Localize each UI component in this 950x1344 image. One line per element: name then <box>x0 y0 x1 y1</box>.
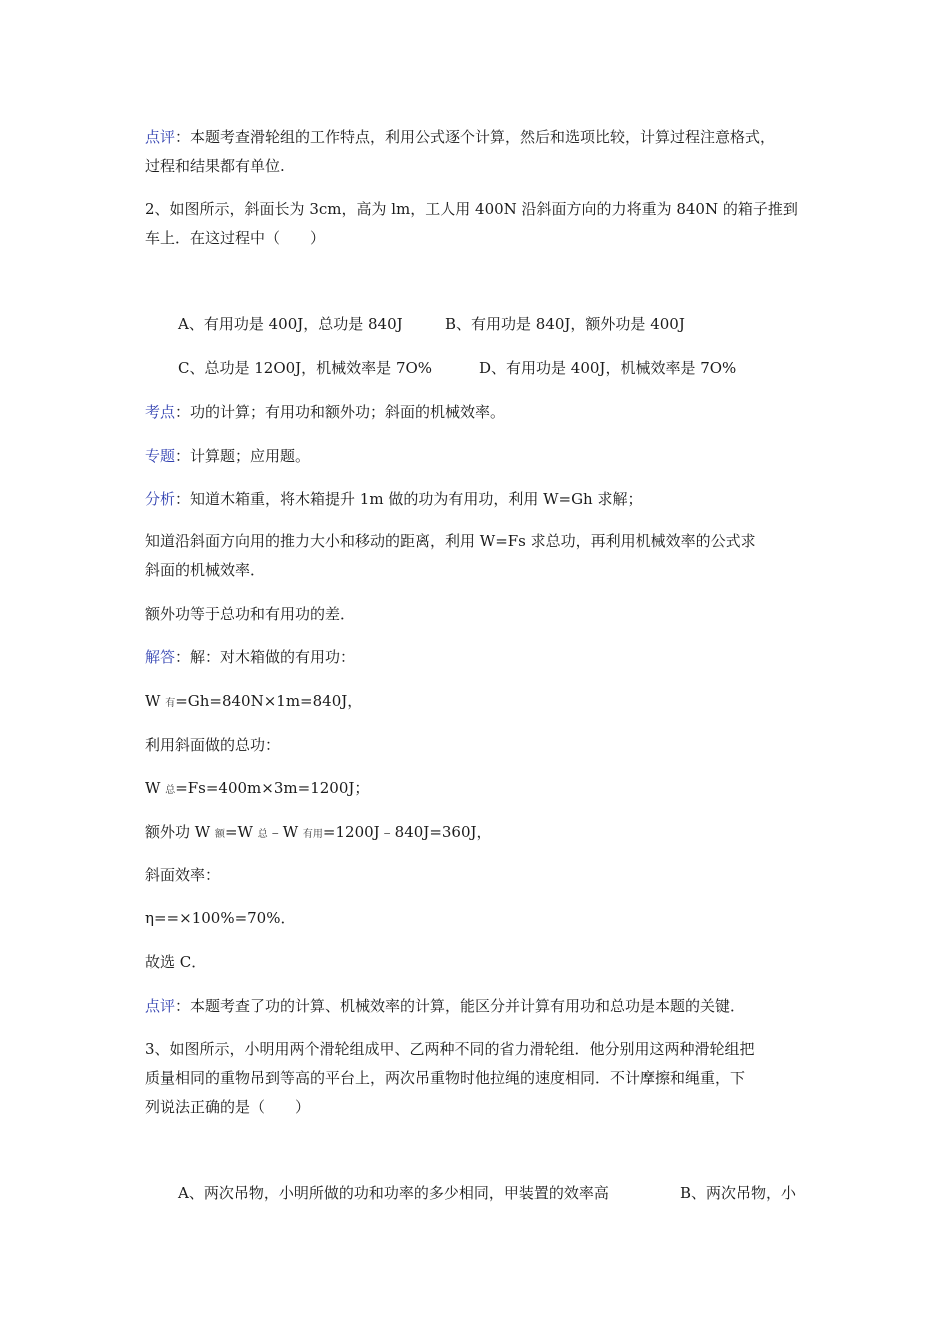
q2-stem-line1: 2、如图所示，斜面长为 3cm，高为 lm，工人用 400N 沿斜面方向的力将重为 840N 的箱子推到 <box>145 200 798 218</box>
fenxi-label: 分析 <box>145 490 176 508</box>
jieda-line <box>145 646 355 668</box>
eq3-mid2: ﹣W <box>267 823 303 841</box>
q2-stem-line2: 车上．在这过程中（ ） <box>145 229 326 247</box>
review2-text: ：本题考查了功的计算、机械效率的计算，能区分并计算有用功和总功是本题的关键． <box>175 997 746 1015</box>
kaodian-text: ：功的计算；有用功和额外功；斜面的机械效率。 <box>175 403 506 421</box>
equation-useful-work <box>145 690 362 715</box>
jieda-label: 解答 <box>145 648 176 666</box>
eq1-w: W <box>145 692 166 710</box>
q2-option-b: B、有用功是 840J，额外功是 400J <box>445 315 685 333</box>
q3-option-b: B、两次吊物，小 <box>680 1184 797 1202</box>
kaodian-label: 考点 <box>145 403 176 421</box>
equation-extra-work <box>145 821 492 846</box>
analysis-para1b: 斜面的机械效率． <box>145 561 266 579</box>
eq3-sub2: 总 <box>257 829 268 840</box>
eq2-sub: 总 <box>165 785 176 796</box>
review2-line <box>145 995 745 1017</box>
q3-stem-line1: 3、如图所示，小明用两个滑轮组成甲、乙两种不同的省力滑轮组．他分别用这两种滑轮组把 <box>145 1040 755 1058</box>
analysis-para2: 额外功等于总功和有用功的差． <box>145 605 356 623</box>
eq1-sub: 有 <box>165 698 176 709</box>
q2-option-c: C、总功是 12O0J，机械效率是 7O% <box>178 359 433 377</box>
eq3-rest: =1200J﹣840J=360J， <box>322 823 492 841</box>
analysis-para1: 知道沿斜面方向用的推力大小和移动的距离，利用 W=Fs 求总功，再利用机械效率的公式求 <box>145 532 756 550</box>
q3-stem-line2: 质量相同的重物吊到等高的平台上，两次吊重物时他拉绳的速度相同．不计摩擦和绳重，下 <box>145 1069 746 1087</box>
eq3-sub3: 有用 <box>302 829 323 840</box>
equation-total-work <box>145 777 369 802</box>
eq2-rest: =Fs=400m×3m=1200J； <box>175 779 370 797</box>
equation-efficiency: η==×100%=70%． <box>145 909 296 927</box>
total-work-intro: 利用斜面做的总功： <box>145 736 281 754</box>
q3-stem-line3: 列说法正确的是（ ） <box>145 1098 311 1116</box>
review1-label: 点评 <box>145 128 176 146</box>
fenxi-line <box>145 488 643 510</box>
q2-option-d: D、有用功是 400J，机械效率是 7O% <box>479 359 737 377</box>
eq2-w: W <box>145 779 166 797</box>
eq3-pre: 额外功 W <box>145 823 215 841</box>
fenxi-text: ：知道木箱重，将木箱提升 1m 做的功为有用功，利用 W=Gh 求解； <box>175 490 643 508</box>
zhuanti-line <box>145 445 310 467</box>
review2-label: 点评 <box>145 997 176 1015</box>
kaodian-line <box>145 401 505 423</box>
efficiency-intro: 斜面效率： <box>145 866 221 884</box>
q2-option-a: A、有用功是 400J，总功是 840J <box>178 315 403 333</box>
zhuanti-label: 专题 <box>145 447 176 465</box>
eq3-sub1: 额 <box>214 829 225 840</box>
eq3-mid1: =W <box>224 823 258 841</box>
review1-line2: 过程和结果都有单位. <box>145 157 285 175</box>
zhuanti-text: ：计算题；应用题。 <box>175 447 311 465</box>
review1-line <box>145 126 775 148</box>
review1-text: ：本题考查滑轮组的工作特点，利用公式逐个计算，然后和选项比较，计算过程注意格式， <box>175 128 776 146</box>
answer-choice: 故选 C． <box>145 953 207 971</box>
jieda-text: ：解：对木箱做的有用功： <box>175 648 356 666</box>
eq1-rest: =Gh=840N×1m=840J， <box>175 692 363 710</box>
q3-option-a: A、两次吊物，小明所做的功和功率的多少相同，甲装置的效率高 <box>178 1184 609 1202</box>
